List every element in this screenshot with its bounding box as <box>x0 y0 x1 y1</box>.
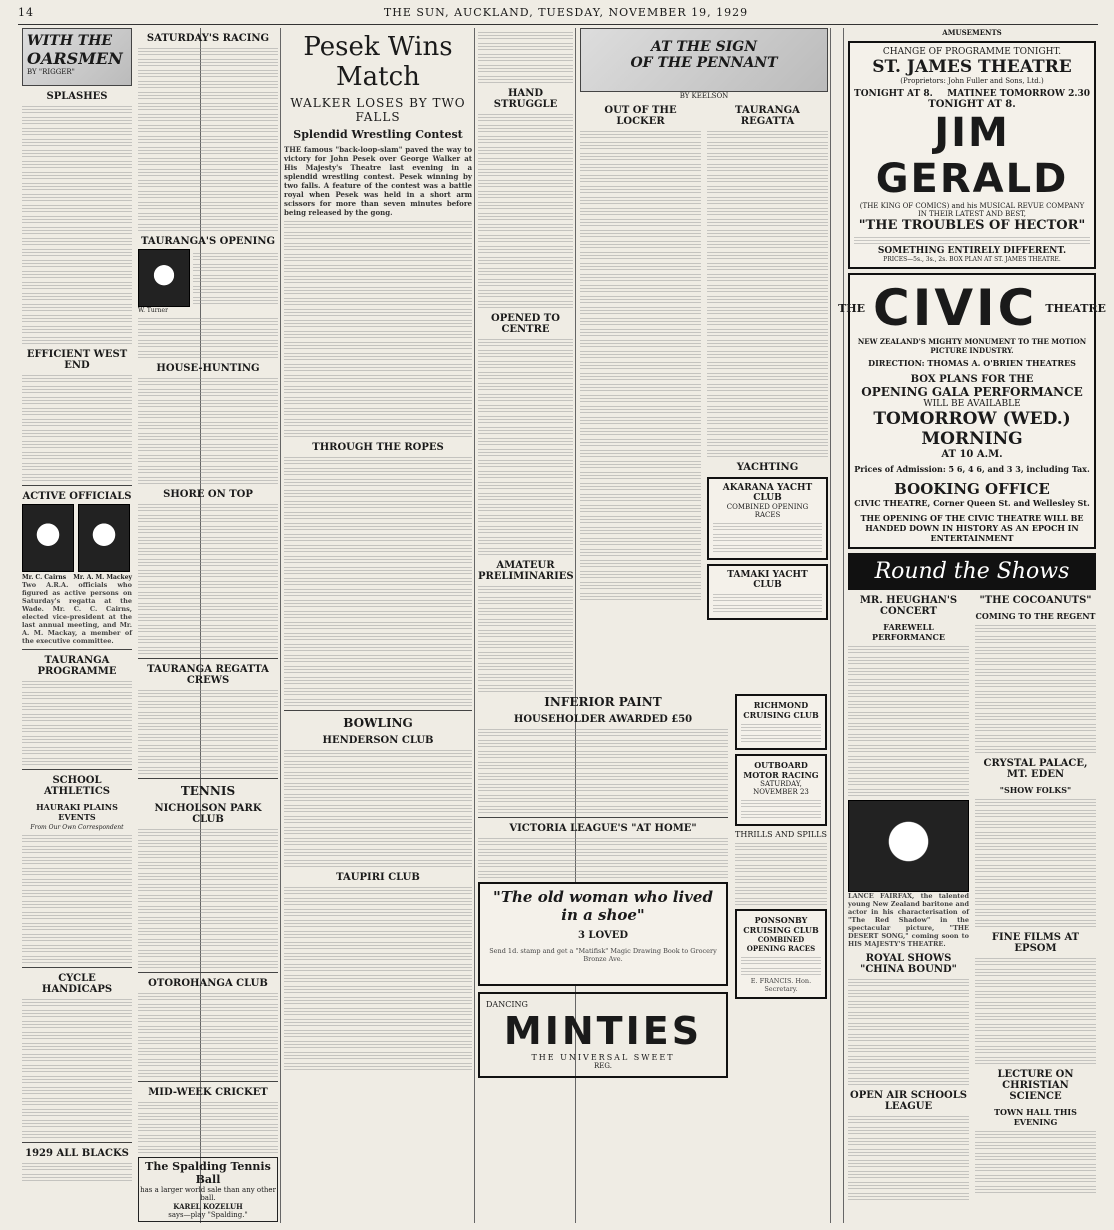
lance-fairfax-photo <box>848 800 969 892</box>
taupiri-heading: TAUPIRI CLUB <box>336 872 420 883</box>
tonight-label: TONIGHT AT 8. <box>854 89 933 99</box>
civic-gala: OPENING GALA PERFORMANCE <box>861 385 1083 399</box>
civic-history: THE OPENING OF THE CIVIC THEATRE WILL BE HANDED DOWN IN HISTORY AS AN EPOCH IN ENTERTAINMENT <box>860 513 1084 543</box>
pesek-headline: Pesek Wins Match <box>303 32 453 92</box>
richmond-ad <box>735 694 827 750</box>
hand-struggle-heading: HAND STRUGGLE <box>493 88 558 110</box>
henderson-heading: HENDERSON CLUB <box>322 735 434 746</box>
tauranga-crews-heading: TAURANGA REGATTA CREWS <box>147 664 269 686</box>
minties-logo: MINTIES <box>503 1009 703 1053</box>
pennant-line2: OF THE PENNANT <box>630 55 778 71</box>
hauraki-heading: HAURAKI PLAINS EVENTS <box>36 802 118 822</box>
tennis-heading: TENNIS <box>180 784 236 798</box>
akarana-title: AKARANA YACHT CLUB <box>722 483 813 503</box>
stjames-change: CHANGE OF PROGRAMME TONIGHT. <box>882 47 1062 57</box>
locker-heading: OUT OF THE LOCKER <box>604 105 677 127</box>
column-wrestling <box>284 28 472 1223</box>
inferior-heading: INFERIOR PAINT <box>544 695 662 709</box>
oldwoman-ad <box>478 882 728 986</box>
tauranga-opening-heading: TAURANGA'S OPENING <box>141 236 275 247</box>
stjames-title: ST. JAMES THEATRE <box>872 57 1072 77</box>
openair-heading: OPEN AIR SCHOOLS LEAGUE <box>849 1090 967 1112</box>
ponsonby-combined: COMBINED OPENING RACES <box>746 935 816 953</box>
pennant-banner <box>580 28 828 92</box>
civic-time: AT 10 A.M. <box>941 449 1003 460</box>
crystal-heading: CRYSTAL PALACE, MT. EDEN <box>983 758 1088 780</box>
house-hunting-heading: HOUSE-HUNTING <box>156 363 260 374</box>
tauranga-regatta-heading: TAURANGA REGATTA <box>735 105 800 127</box>
stjames-prices: PRICES—5s., 3s., 2s. BOX PLAN AT ST. JAMES THEATRE. <box>883 256 1061 263</box>
farewell-heading: FAREWELL PERFORMANCE <box>872 622 945 642</box>
amusements-heading: AMUSEMENTS <box>942 28 1002 37</box>
civic-booking: BOOKING OFFICE <box>894 480 1050 498</box>
yachting-heading: YACHTING <box>736 462 799 473</box>
caption-cairns: Mr. C. Cairns <box>22 574 67 581</box>
school-athletics-heading: SCHOOL ATHLETICS <box>43 775 111 797</box>
epsom-heading: FINE FILMS AT EPSOM <box>991 932 1080 954</box>
amateur-heading: AMATEUR PRELIMINARIES <box>478 560 574 582</box>
officials-caption: Two A.R.A. officials who figured as active persons on Saturday's regatta at the Wade. Mr. C. C. Cairns, elected vice-president at the last annual meeting, and Mr. A. M. Mackay, a member of the executive committee. <box>22 581 132 645</box>
lecture-heading: LECTURE ON CHRISTIAN SCIENCE <box>997 1069 1074 1102</box>
opened-centre-heading: OPENED TO CENTRE <box>491 313 560 335</box>
nicholson-heading: NICHOLSON PARK CLUB <box>154 803 262 825</box>
photo-cairns <box>22 504 74 572</box>
spalding-line3: says—play "Spalding." <box>168 1211 248 1219</box>
column-rowing-tennis <box>138 28 278 1223</box>
civic-available: WILL BE AVAILABLE <box>923 399 1021 409</box>
page-number: 14 <box>18 6 34 19</box>
mid-section <box>478 690 728 1220</box>
heughan-heading: MR. HEUGHAN'S CONCERT <box>859 595 958 617</box>
outboard-title: OUTBOARD MOTOR RACING <box>743 760 819 780</box>
thrills-label: THRILLS <box>735 830 773 839</box>
photo-turner <box>138 249 190 307</box>
richmond-title: RICHMOND CRUISING CLUB <box>743 700 819 720</box>
shows-columns <box>848 590 1096 1202</box>
bowling-heading: BOWLING <box>343 716 413 730</box>
round-the-shows-banner: Round the Shows <box>848 553 1096 590</box>
cycle-heading: CYCLE HANDICAPS <box>41 973 113 995</box>
efficient-heading: EFFICIENT WEST END <box>26 349 128 371</box>
spalding-ad <box>138 1157 278 1222</box>
column-rule <box>843 28 844 1223</box>
jim-gerald-title: JIM GERALD <box>875 110 1069 202</box>
banner-line2: OARSMEN <box>27 49 123 68</box>
civic-prices: Prices of Admission: 5 6, 4 6, and 3 3, including Tax. <box>854 464 1090 474</box>
minties-slogan: THE UNIVERSAL SWEET <box>531 1053 675 1062</box>
turner-caption: W. Turner <box>138 307 168 314</box>
civic-the: THE <box>838 301 866 315</box>
and-label: AND <box>775 830 795 839</box>
dancing-text: DANCING <box>486 1000 528 1009</box>
civic-tomorrow: TOMORROW (WED.) MORNING <box>873 409 1071 449</box>
troubles-title: "THE TROUBLES OF HECTOR" <box>858 218 1086 233</box>
column-amusements <box>838 28 1106 1223</box>
civic-ad <box>838 273 1106 549</box>
spalding-line2: KAREL KOZELUH <box>173 1202 243 1211</box>
tamaki-ad <box>707 564 828 620</box>
shore-heading: SHORE ON TOP <box>163 489 253 500</box>
matinee-label: MATINEE TOMORROW 2.30 <box>947 89 1090 99</box>
splashes-heading: SPLASHES <box>46 91 108 102</box>
masthead-title: THE SUN, AUCKLAND, TUESDAY, NOVEMBER 19, 1929 <box>383 6 749 19</box>
column-rule <box>830 28 831 1223</box>
civic-address: CIVIC THEATRE, Corner Queen St. and Wellesley St. <box>854 498 1090 508</box>
masthead <box>18 6 1098 25</box>
active-officials-heading: ACTIVE OFFICIALS <box>22 491 132 502</box>
pesek-subhead: WALKER LOSES BY TWO FALLS <box>290 96 466 124</box>
column-rule <box>280 28 281 1223</box>
royal-shows-heading: ROYAL SHOWS "CHINA BOUND" <box>860 953 957 975</box>
midweek-heading: MID-WEEK CRICKET <box>148 1087 268 1098</box>
akarana-combined: COMBINED OPENING RACES <box>726 503 809 519</box>
caption-mackey: Mr. A. M. Mackey <box>73 574 132 581</box>
townhall-heading: TOWN HALL THIS EVENING <box>994 1107 1077 1127</box>
civic-logo: CIVIC <box>873 279 1038 337</box>
king-of-comics: (THE KING OF COMICS) and his MUSICAL REVUE COMPANY <box>859 202 1085 210</box>
column-rule <box>474 28 475 1223</box>
minties-reg: REG. <box>594 1062 612 1070</box>
photo-mackey <box>78 504 130 572</box>
byline: BY "RIGGER" <box>27 68 75 76</box>
banner-line1: WITH THE <box>27 33 113 49</box>
householder-heading: HOUSEHOLDER AWARDED £50 <box>513 714 693 725</box>
outboard-date: SATURDAY, NOVEMBER 23 <box>753 780 809 796</box>
oldwoman-footer: Send 1d. stamp and get a "Matifisk" Magic Drawing Book to Grocery Bronze Ave. <box>489 947 717 963</box>
civic-direction: DIRECTION: THOMAS A. O'BRIEN THEATRES <box>868 358 1076 368</box>
showfolks-heading: "SHOW FOLKS" <box>999 785 1072 795</box>
through-ropes-heading: THROUGH THE ROPES <box>312 442 444 453</box>
column-yachting <box>580 28 828 688</box>
spalding-line1: has a larger world sale than any other ball. <box>140 1186 276 1202</box>
civic-monument: NEW ZEALAND'S MIGHTY MONUMENT TO THE MOTION PICTURE INDUSTRY. <box>857 337 1087 355</box>
pennant-byline: BY KEELSON <box>679 92 729 100</box>
victoria-heading: VICTORIA LEAGUE'S "AT HOME" <box>509 823 697 834</box>
oldwoman-title: "The old woman who lived in a shoe" <box>493 888 713 924</box>
stjames-ad <box>848 41 1096 269</box>
tonight2-label: TONIGHT AT 8. <box>928 99 1016 110</box>
entirely-different: SOMETHING ENTIRELY DIFFERENT. <box>877 246 1067 256</box>
pesek-subhead2: Splendid Wrestling Contest <box>293 128 463 141</box>
cocoanuts-heading: "THE COCOANUTS" <box>979 595 1092 606</box>
civic-boxplans: BOX PLANS FOR THE <box>910 374 1034 385</box>
minties-ad <box>478 992 728 1078</box>
akarana-ad <box>707 477 828 560</box>
civic-theatre: THEATRE <box>1045 301 1106 315</box>
allblacks-heading: 1929 ALL BLACKS <box>25 1148 129 1159</box>
officials-photos <box>22 504 132 572</box>
oldwoman-brand: 3 LOVED <box>577 930 629 941</box>
lower-yachting <box>735 690 827 1220</box>
tauranga-programme-heading: TAURANGA PROGRAMME <box>37 655 117 677</box>
thrills-spills-row <box>735 830 827 839</box>
spalding-title: The Spalding Tennis Ball <box>145 1160 271 1186</box>
stjames-proprietors: (Proprietors: John Fuller and Sons, Ltd.) <box>900 77 1044 85</box>
correspondent-label: From Our Own Correspondent <box>30 824 124 831</box>
latest-label: IN THEIR LATEST AND BEST, <box>918 210 1026 218</box>
regent-heading: COMING TO THE REGENT <box>975 611 1096 621</box>
pesek-lead: THE famous "back-loop-slam" paved the way to victory for John Pesek over George Walker at His Majesty's Theatre last evening in a splendid wrestling contest. Pesek winning by two falls. A feature of the contest was a battle royal when Pesek was held in a short arm scissors for more than seven minutes before being released by the gong. <box>284 145 472 217</box>
outboard-ad <box>735 754 827 826</box>
ponsonby-title: PONSONBY CRUISING CLUB <box>743 915 819 935</box>
spills-label: SPILLS <box>796 830 827 839</box>
pennant-line1: AT THE SIGN <box>651 39 757 55</box>
tamaki-title: TAMAKI YACHT CLUB <box>727 570 808 590</box>
ponsonby-ad <box>735 909 827 999</box>
ponsonby-sign: E. FRANCIS. Hon. Secretary. <box>750 977 812 993</box>
lance-caption: LANCE FAIRFAX, the talented young New Zealand baritone and actor in his characterisation of "The Red Shadow" in the spectacular picture, "THE DESERT SONG," coming soon to HIS MAJESTY'S THEATRE. <box>848 892 969 948</box>
saturday-racing-heading: SATURDAY'S RACING <box>146 33 270 44</box>
otorohanga-heading: OTOROHANGA CLUB <box>148 978 268 989</box>
column-oarsmen <box>22 28 132 1223</box>
oarsmen-banner <box>22 28 132 86</box>
